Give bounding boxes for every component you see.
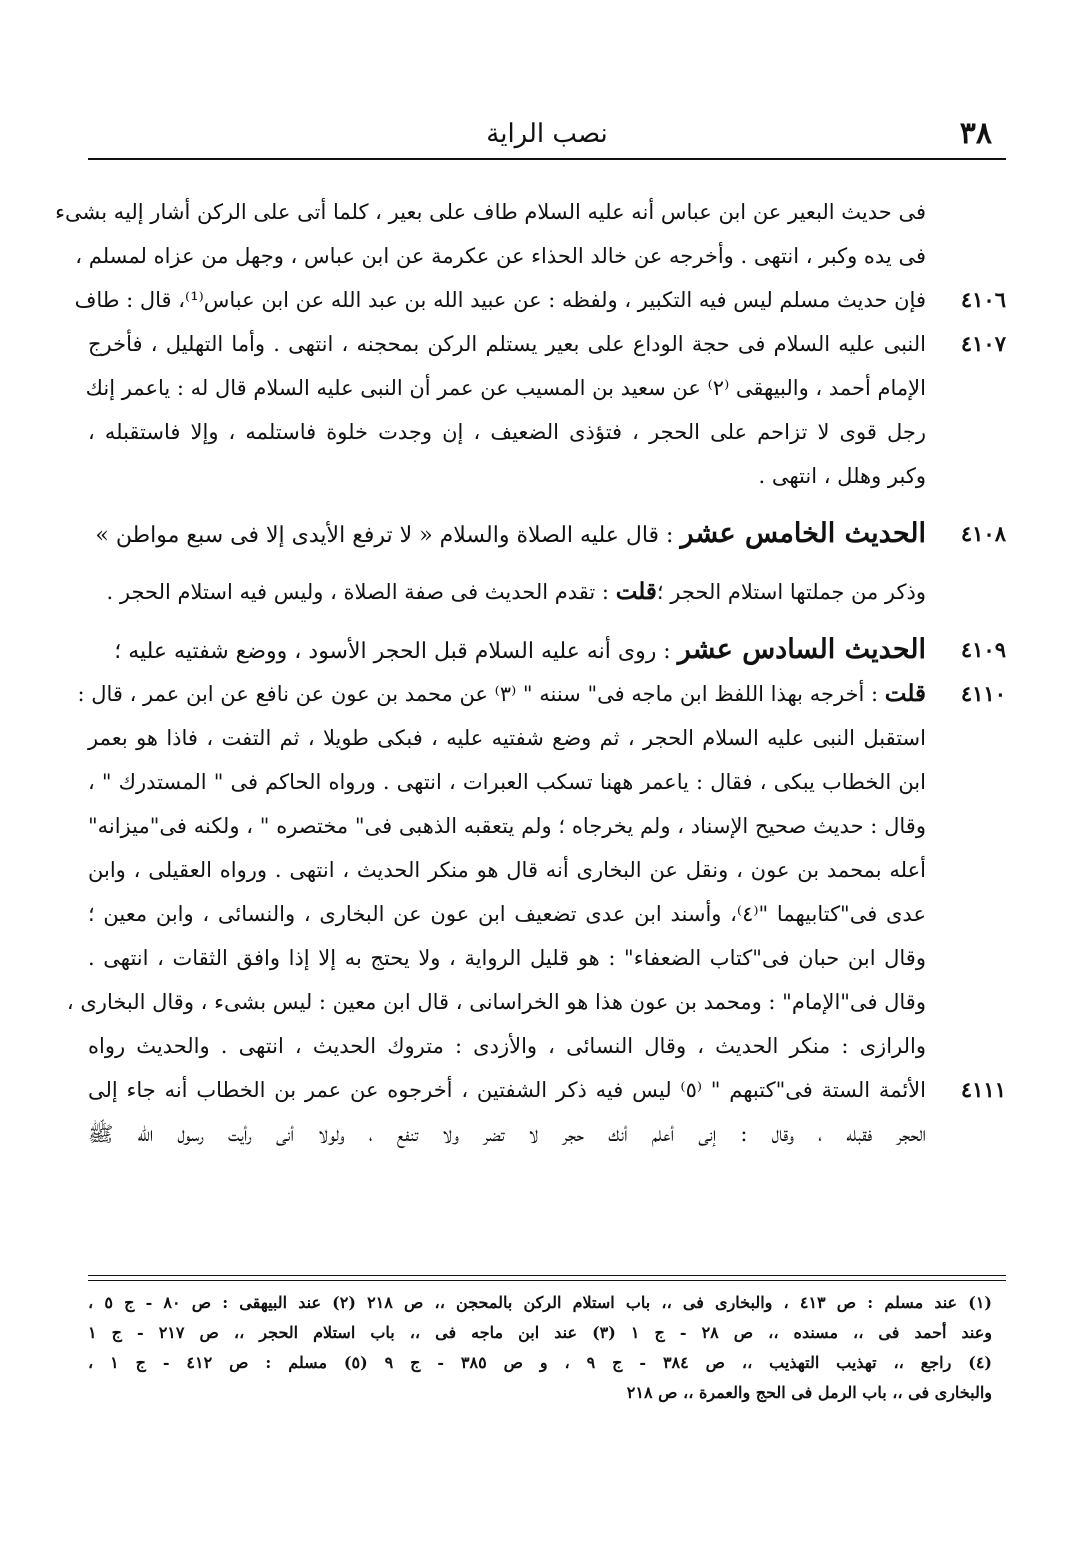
line-text: الحجر فقبله ، وقال : إنى أعلم أنك حجر لا تضر ولا تنفع ، ولولا أنى رأيت رسول الله ﷺ <box>88 1122 926 1146</box>
line-text: والرازى : منكر الحديث ، وقال النسائى ، والأزدى : متروك الحديث ، انتهى . والحديث رواه <box>88 1034 926 1058</box>
text-line <box>88 936 1006 980</box>
text-line <box>88 804 1006 848</box>
line-part: : أخرجه بهذا اللفظ ابن ماجه فى" سننه " ⁽٣⁾ عن محمد بن عون عن نافع عن ابن عمر ، قال : <box>77 682 879 706</box>
text-line <box>88 1112 1006 1156</box>
text-line <box>55 190 1006 234</box>
heading-lead: الحديث الخامس عشر <box>680 518 926 549</box>
footnotes <box>88 1288 1006 1408</box>
text-line <box>88 454 1006 498</box>
line-text: أعله بمحمد بن عون ، ونقل عن البخارى أنه قال هو منكر الحديث ، انتهى . ورواه العقيلى ، وابن <box>88 858 926 882</box>
hadith-heading-15 <box>88 512 1006 556</box>
line-text: النبى عليه السلام فى حجة الوداع على بعير يستلم الركن بمحجنه ، انتهى . وأما التهليل ، فأخرج <box>88 332 926 356</box>
text-line <box>85 366 1006 410</box>
spacer <box>88 498 1006 512</box>
qult-label: قلت <box>884 680 926 707</box>
text-line <box>88 760 1006 804</box>
text-line <box>66 980 1006 1024</box>
text-line <box>88 570 1006 614</box>
line-text: ابن الخطاب يبكى ، فقال : ياعمر ههنا تسكب العبرات ، انتهى . ورواه الحاكم فى " المستدرك " ، <box>88 770 926 794</box>
line-part: : تقدم الحديث فى صفة الصلاة ، وليس فيه استلام الحجر . <box>106 580 610 604</box>
text-line <box>88 322 1006 366</box>
line-part: وذكر من جملتها استلام الحجر ؛ <box>656 580 926 604</box>
hadith-number: ٤١٠٧ <box>960 331 1006 356</box>
heading-rest: : روى أنه عليه السلام قبل الحجر الأسود ، ووضع شفتيه عليه ؛ <box>114 639 671 664</box>
text-line <box>88 848 1006 892</box>
hadith-number: ٤١٠٨ <box>960 521 1006 546</box>
line-text: وقال : حديث صحيح الإسناد ، ولم يخرجاه ؛ ولم يتعقبه الذهبى فى" مختصره " ، ولكنه فى"ميزانه" <box>88 814 926 838</box>
line-text: الإمام أحمد ، والبيهقى ⁽٢⁾ عن سعيد بن المسيب عن عمر أن النبى عليه السلام قال له : ياعمر إنك <box>85 376 926 400</box>
line-text: وقال فى"الإمام" : ومحمد بن عون هذا هو الخراسانى ، قال ابن معين : ليس بشىء ، وقال البخارى ، <box>66 990 926 1014</box>
line-text: وقال ابن حبان فى"كتاب الضعفاء" : هو قليل الرواية ، ولا يحتج به إلا إذا وافق الثقات ، انتهى . <box>88 946 926 970</box>
hadith-heading-16 <box>88 628 1006 672</box>
line-text: وكبر وهلل ، انتهى . <box>758 464 926 488</box>
line-text: فى يده وكبر ، انتهى . وأخرجه عن خالد الحذاء عن عكرمة عن ابن عباس ، وجهل من عزاه لمسلم ، <box>75 244 926 268</box>
text-line <box>77 672 1006 716</box>
main-text <box>55 190 1006 1156</box>
footnote-rule <box>88 1280 1006 1281</box>
line-text: استقبل النبى عليه السلام الحجر ، ثم وضع شفتيه عليه ، فبكى طويلا ، ثم التفت ، فاذا هو بعمر <box>88 726 926 750</box>
footnote-line: (٤) راجع ،، تهذيب التهذيب ،، ص ٣٨٤ - ج ٩ ، و ص ٣٨٥ - ج ٩ (٥) مسلم : ص ٤١٢ - ج ١ ، <box>88 1353 992 1372</box>
header-rule <box>88 158 1006 160</box>
hadith-number: ٤١١١ <box>960 1077 1006 1102</box>
page-number: ٣٨ <box>959 116 992 151</box>
footnote-line: والبخارى فى ،، باب الرمل فى الحج والعمرة ،، ص ٢١٨ <box>626 1383 992 1402</box>
line-text: رجل قوى لا تزاحم على الحجر ، فتؤذى الضعيف ، إن وجدت خلوة فاستلمه ، وإلا فاستقبله ، <box>88 420 926 444</box>
hadith-number: ٤١٠٩ <box>960 637 1006 662</box>
page-header <box>88 112 1006 156</box>
spacer <box>88 556 1006 570</box>
text-line <box>88 1024 1006 1068</box>
text-line <box>74 278 1006 322</box>
footnote-line: وعند أحمد فى ،، مسنده ،، ص ٢٨ - ج ١ (٣) عند ابن ماجه فى ،، باب استلام الحجر ،، ص ٢١٧ - ج ١ <box>88 1323 992 1342</box>
text-line <box>75 234 1006 278</box>
qult-label: قلت <box>615 578 657 605</box>
line-text: عدى فى"كتابيهما "⁽٤⁾، وأسند ابن عدى تضعيف ابن عون عن البخارى ، والنسائى ، وابن معين ؛ <box>88 902 926 926</box>
text-line <box>88 716 1006 760</box>
footnote-line: (١) عند مسلم : ص ٤١٣ ، والبخارى فى ،، باب استلام الركن بالمحجن ،، ص ٢١٨ (٢) عند البيهقى : ص ٨٠ - ج ٥ ، <box>88 1293 992 1312</box>
heading-lead: الحديث السادس عشر <box>677 634 926 665</box>
line-text: فإن حديث مسلم ليس فيه التكبير ، ولفظه : عن عبيد الله بن عبد الله عن ابن عباس⁽¹⁾، قال : طاف <box>74 288 926 312</box>
line-text <box>77 672 926 716</box>
text-line <box>88 410 1006 454</box>
line-text: فى حديث البعير عن ابن عباس أنه عليه السلام طاف على بعير ، كلما أتى على الركن أشار إليه بشىء <box>55 200 926 224</box>
heading-text <box>88 628 926 674</box>
text-line <box>88 1068 1006 1112</box>
heading-rest: : قال عليه الصلاة والسلام « لا ترفع الأيدى إلا فى سبع مواطن » <box>95 523 674 548</box>
text-line <box>88 892 1006 936</box>
hadith-number: ٤١٠٦ <box>960 287 1006 312</box>
line-text <box>88 570 926 614</box>
footnote-rule <box>88 1275 1006 1276</box>
spacer <box>88 614 1006 628</box>
heading-text <box>88 512 926 558</box>
line-text: الأئمة الستة فى"كتبهم " ⁽٥⁾ ليس فيه ذكر الشفتين ، أخرجوه عن عمر بن الخطاب أنه جاء إلى <box>88 1078 926 1102</box>
hadith-number: ٤١١٠ <box>960 681 1006 706</box>
running-title: نصب الراية <box>486 119 608 149</box>
